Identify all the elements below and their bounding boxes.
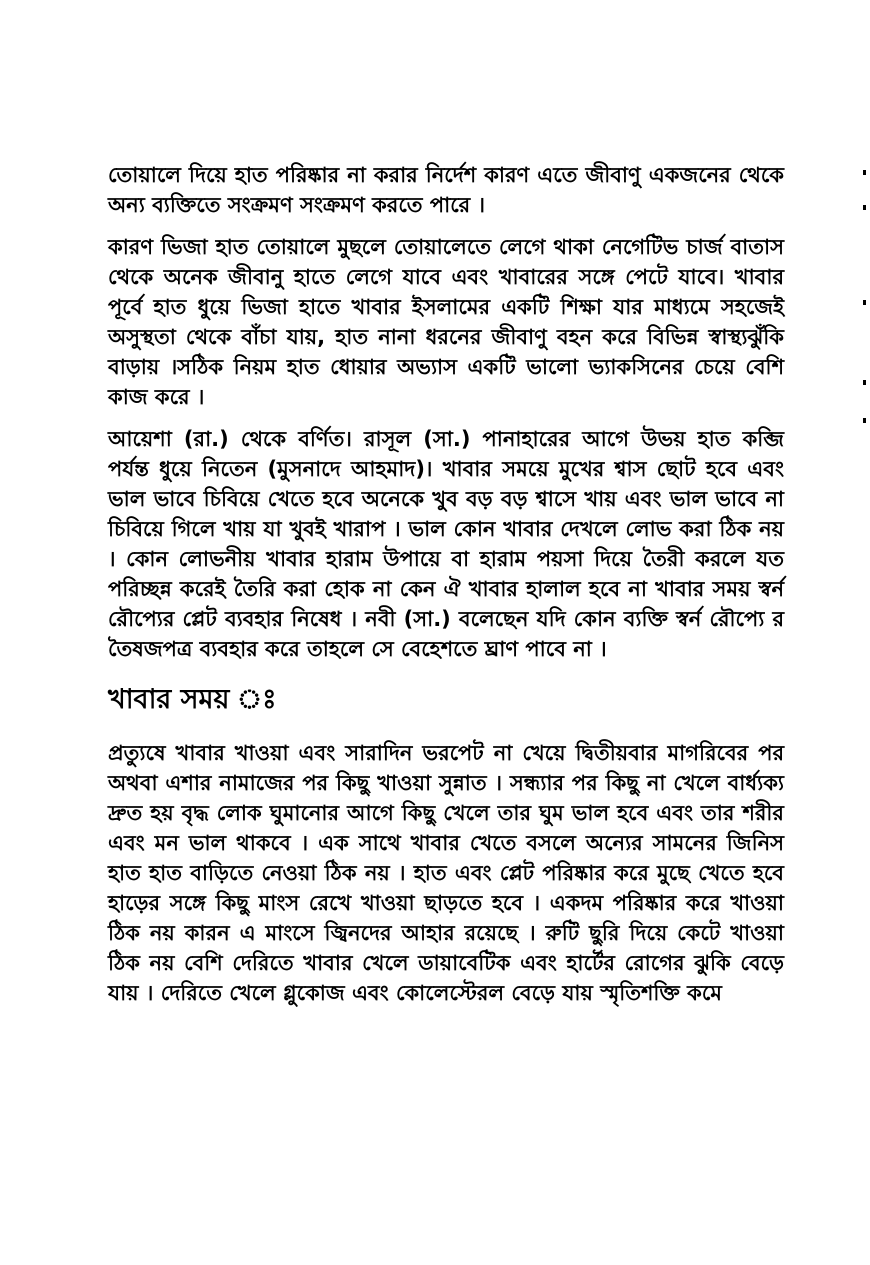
edge-mark xyxy=(863,380,866,385)
section-heading-meal-time: খাবার সময় ঃ xyxy=(108,684,277,715)
edge-mark xyxy=(863,170,866,175)
edge-mark xyxy=(863,300,866,305)
paragraph-wet-hands: কারণ ভিজা হাত তোয়ালে মুছলে তোয়ালেতে লেগে থাকা নেগেটিভ চার্জ বাতাস থেকে অনেক জীবানু হাতে লেগে যাবে এবং খাবারের সঙ্গে পেটে যাবে। খাবার পূর্বে হাত ধুয়ে ভিজা হাতে খাবার ইসলামের একটি শিক্ষা যার মাধ্যমে সহজেই অসুস্থতা থেকে বাঁচা যায়, হাত নানা ধরনের জীবাণু বহন করে বিভিন্ন স্বাস্থ্যঝুঁকি বাড়ায় ।সঠিক নিয়ম হাত ধোয়ার অভ্যাস একটি ভালো ভ্যাকসিনের চেয়ে বেশি কাজ করে । xyxy=(108,235,784,409)
paragraph-towel-instruction: তোয়ালে দিয়ে হাত পরিষ্কার না করার নির্দেশ কারণ এতে জীবাণু একজনের থেকে অন্য ব্যক্তিতে সংক্রমণ সংক্রমণ করতে পারে । xyxy=(108,163,784,217)
edge-mark xyxy=(863,205,866,210)
edge-mark xyxy=(863,418,866,423)
paragraph-hadith-eating-manners: আয়েশা (রা.) থেকে বর্ণিত। রাসূল (সা.) পানাহারের আগে উভয় হাত কব্জি পর্যন্ত ধুয়ে নিতেন (মুসনাদে আহমাদ)। খাবার সময়ে মুখের শ্বাস ছোট হবে এবং ভাল ভাবে চিবিয়ে খেতে হবে অনেকে খুব বড় বড় শ্বাসে খায় এবং ভাল ভাবে না চিবিয়ে গিলে খায় যা খুবই খারাপ । ভাল কোন খাবার দেখলে লোভ করা ঠিক নয় । কোন লোভনীয় খাবার হারাম উপায়ে বা হারাম পয়সা দিয়ে তৈরী করলে যত পরিচ্ছন্ন করেই তৈরি করা হোক না কেন ঐ খাবার হালাল হবে না খাবার সময় স্বর্ন রৌপ্যের প্লেট ব্যবহার নিষেধ । নবী (সা.) বলেছেন যদি কোন ব্যক্তি স্বর্ন রৌপ্যে র তৈষজপত্র ব্যবহার করে তাহলে সে বেহেশতে ঘ্রাণ পাবে না । xyxy=(108,427,784,661)
paragraph-meal-time: প্রত্যুষে খাবার খাওয়া এবং সারাদিন ভরপেট না খেয়ে দ্বিতীয়বার মাগরিবের পর অথবা এশার নামাজের পর কিছু খাওয়া সুন্নাত । সন্ধ্যার পর কিছু না খেলে বার্ধ্যক্য দ্রুত হয় বৃদ্ধ লোক ঘুমানোর আগে কিছু খেলে তার ঘুম ভাল হবে এবং তার শরীর এবং মন ভাল থাকবে । এক সাথে খাবার খেতে বসলে অন্যের সামনের জিনিস হাত হাত বাড়িতে নেওয়া ঠিক নয় । হাত এবং প্লেট পরিষ্কার করে মুছে খেতে হবে হাড়ের সঙ্গে কিছু মাংস রেখে খাওয়া ছাড়তে হবে । একদম পরিষ্কার করে খাওয়া ঠিক নয় কারন এ মাংসে জ্বিনদের আহার রয়েছে । রুটি ছুরি দিয়ে কেটে খাওয়া ঠিক নয় বেশি দেরিতে খাবার খেলে ডায়াবেটিক এবং হার্টের রোগের ঝুকি বেড়ে যায় । দেরিতে খেলে গ্লুকোজ এবং কোলেস্টেরল বেড়ে যায় স্মৃতিশক্তি কমে xyxy=(108,741,784,1005)
document-page xyxy=(108,160,784,1008)
